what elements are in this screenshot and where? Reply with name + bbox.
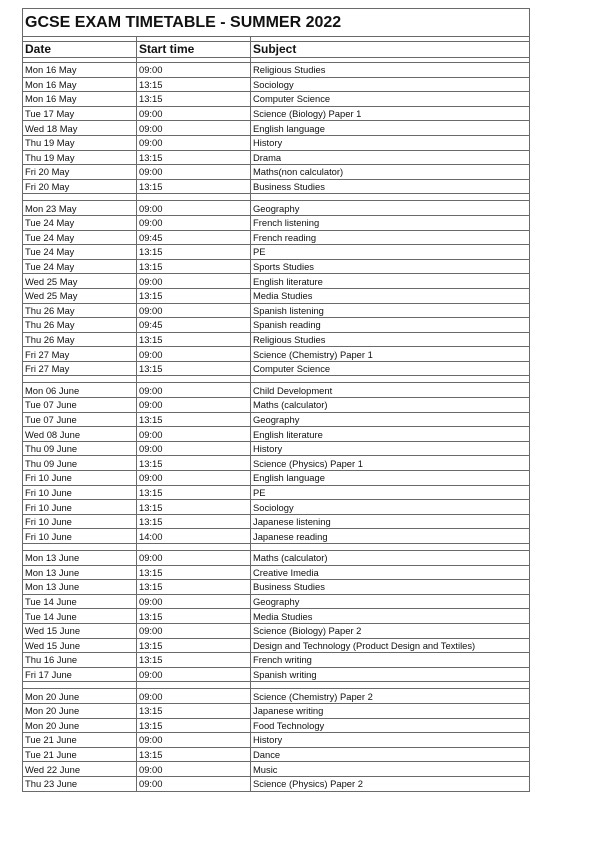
exam-row: [23, 485, 530, 500]
start-time-cell: 13:15: [137, 565, 251, 580]
start-time-cell: 09:45: [137, 230, 251, 245]
start-time-cell: 13:15: [137, 653, 251, 668]
start-time-cell: 09:00: [137, 398, 251, 413]
date-cell: Fri 10 June: [23, 514, 137, 529]
start-time-cell: 13:15: [137, 179, 251, 194]
exam-row: [23, 551, 530, 566]
subject-cell: Science (Chemistry) Paper 1: [251, 347, 530, 362]
date-cell: Mon 13 June: [23, 565, 137, 580]
date-cell: Tue 24 May: [23, 259, 137, 274]
start-time-cell: 13:15: [137, 703, 251, 718]
subject-cell: French writing: [251, 653, 530, 668]
exam-row: [23, 230, 530, 245]
exam-row: [23, 332, 530, 347]
subject-cell: French listening: [251, 215, 530, 230]
start-time-cell: 09:00: [137, 471, 251, 486]
start-time-cell: 13:15: [137, 747, 251, 762]
exam-row: [23, 303, 530, 318]
subject-cell: English literature: [251, 274, 530, 289]
week-separator-row: [23, 544, 530, 551]
separator-cell: [23, 376, 137, 383]
subject-cell: Geography: [251, 594, 530, 609]
subject-cell: Spanish writing: [251, 667, 530, 682]
start-time-cell: 13:15: [137, 259, 251, 274]
start-time-cell: 09:00: [137, 63, 251, 78]
exam-row: [23, 689, 530, 704]
date-cell: Mon 20 June: [23, 718, 137, 733]
start-time-cell: 09:00: [137, 427, 251, 442]
start-time-cell: 13:15: [137, 638, 251, 653]
exam-row: [23, 179, 530, 194]
date-cell: Tue 14 June: [23, 594, 137, 609]
subject-cell: Maths (calculator): [251, 551, 530, 566]
subject-cell: Child Development: [251, 383, 530, 398]
date-cell: Fri 27 May: [23, 361, 137, 376]
start-time-cell: 09:00: [137, 667, 251, 682]
exam-row: [23, 580, 530, 595]
subject-cell: Sports Studies: [251, 259, 530, 274]
subject-cell: Computer Science: [251, 361, 530, 376]
date-cell: Fri 10 June: [23, 500, 137, 515]
date-cell: Fri 20 May: [23, 165, 137, 180]
separator-cell: [251, 376, 530, 383]
date-cell: Thu 19 May: [23, 135, 137, 150]
start-time-cell: 13:15: [137, 361, 251, 376]
start-time-cell: 14:00: [137, 529, 251, 544]
subject-cell: Sociology: [251, 77, 530, 92]
subject-cell: Media Studies: [251, 609, 530, 624]
exam-row: [23, 718, 530, 733]
subject-cell: French reading: [251, 230, 530, 245]
subject-cell: Business Studies: [251, 580, 530, 595]
start-time-cell: 13:15: [137, 412, 251, 427]
exam-row: [23, 609, 530, 624]
subject-cell: Design and Technology (Product Design and Textiles): [251, 638, 530, 653]
subject-cell: Geography: [251, 412, 530, 427]
start-time-cell: 13:15: [137, 609, 251, 624]
subject-cell: Dance: [251, 747, 530, 762]
timetable-sheet: [22, 8, 529, 792]
separator-cell: [137, 544, 251, 551]
date-cell: Thu 09 June: [23, 441, 137, 456]
date-cell: Fri 10 June: [23, 529, 137, 544]
exam-row: [23, 529, 530, 544]
start-time-cell: 09:00: [137, 762, 251, 777]
start-time-cell: 13:15: [137, 245, 251, 260]
exam-row: [23, 77, 530, 92]
start-time-cell: 09:00: [137, 689, 251, 704]
start-time-cell: 09:00: [137, 215, 251, 230]
subject-cell: Business Studies: [251, 179, 530, 194]
start-time-cell: 09:00: [137, 383, 251, 398]
start-time-cell: 09:00: [137, 201, 251, 216]
date-cell: Mon 13 June: [23, 551, 137, 566]
date-cell: Tue 17 May: [23, 106, 137, 121]
subject-cell: English language: [251, 471, 530, 486]
exam-row: [23, 259, 530, 274]
subject-cell: Religious Studies: [251, 63, 530, 78]
exam-row: [23, 398, 530, 413]
exam-row: [23, 762, 530, 777]
date-cell: Tue 21 June: [23, 733, 137, 748]
page-title: GCSE EXAM TIMETABLE - SUMMER 2022: [23, 9, 530, 37]
exam-row: [23, 623, 530, 638]
start-time-cell: 09:00: [137, 551, 251, 566]
exam-row: [23, 135, 530, 150]
subject-cell: Japanese listening: [251, 514, 530, 529]
subject-cell: PE: [251, 485, 530, 500]
date-cell: Tue 21 June: [23, 747, 137, 762]
exam-row: [23, 653, 530, 668]
title-row: [23, 9, 530, 37]
subject-cell: Japanese writing: [251, 703, 530, 718]
date-cell: Mon 06 June: [23, 383, 137, 398]
exam-row: [23, 500, 530, 515]
exam-row: [23, 347, 530, 362]
exam-row: [23, 121, 530, 136]
date-cell: Wed 08 June: [23, 427, 137, 442]
date-cell: Wed 25 May: [23, 274, 137, 289]
start-time-cell: 09:00: [137, 623, 251, 638]
start-time-cell: 09:00: [137, 441, 251, 456]
subject-cell: Spanish listening: [251, 303, 530, 318]
exam-row: [23, 288, 530, 303]
subject-cell: Geography: [251, 201, 530, 216]
exam-row: [23, 106, 530, 121]
date-cell: Thu 26 May: [23, 332, 137, 347]
exam-row: [23, 776, 530, 791]
start-time-cell: 09:00: [137, 106, 251, 121]
date-cell: Fri 17 June: [23, 667, 137, 682]
start-time-cell: 13:15: [137, 514, 251, 529]
date-cell: Mon 13 June: [23, 580, 137, 595]
header-row: [23, 42, 530, 58]
timetable-table: [22, 8, 530, 792]
exam-row: [23, 274, 530, 289]
start-time-cell: 13:15: [137, 456, 251, 471]
exam-row: [23, 456, 530, 471]
date-cell: Thu 23 June: [23, 776, 137, 791]
start-time-cell: 09:00: [137, 121, 251, 136]
subject-cell: Music: [251, 762, 530, 777]
timetable-body: [23, 9, 530, 792]
subject-cell: History: [251, 135, 530, 150]
separator-cell: [23, 194, 137, 201]
week-separator-row: [23, 376, 530, 383]
start-time-cell: 09:00: [137, 274, 251, 289]
start-time-cell: 09:00: [137, 594, 251, 609]
date-cell: Wed 18 May: [23, 121, 137, 136]
start-time-cell: 09:00: [137, 347, 251, 362]
start-time-cell: 09:00: [137, 165, 251, 180]
exam-row: [23, 427, 530, 442]
date-cell: Fri 27 May: [23, 347, 137, 362]
date-cell: Thu 19 May: [23, 150, 137, 165]
date-cell: Fri 20 May: [23, 179, 137, 194]
date-cell: Mon 16 May: [23, 63, 137, 78]
subject-cell: History: [251, 441, 530, 456]
column-header-date: Date: [23, 42, 137, 58]
exam-row: [23, 638, 530, 653]
separator-cell: [251, 194, 530, 201]
separator-cell: [137, 194, 251, 201]
date-cell: Fri 10 June: [23, 471, 137, 486]
date-cell: Wed 25 May: [23, 288, 137, 303]
subject-cell: English language: [251, 121, 530, 136]
subject-cell: Science (Biology) Paper 1: [251, 106, 530, 121]
separator-cell: [23, 682, 137, 689]
subject-cell: Sociology: [251, 500, 530, 515]
start-time-cell: 09:00: [137, 776, 251, 791]
exam-row: [23, 63, 530, 78]
date-cell: Thu 26 May: [23, 318, 137, 333]
exam-row: [23, 514, 530, 529]
date-cell: Tue 24 May: [23, 230, 137, 245]
subject-cell: Spanish reading: [251, 318, 530, 333]
subject-cell: Science (Physics) Paper 2: [251, 776, 530, 791]
exam-row: [23, 361, 530, 376]
start-time-cell: 13:15: [137, 500, 251, 515]
start-time-cell: 13:15: [137, 580, 251, 595]
start-time-cell: 13:15: [137, 150, 251, 165]
date-cell: Tue 24 May: [23, 245, 137, 260]
exam-row: [23, 565, 530, 580]
start-time-cell: 13:15: [137, 718, 251, 733]
date-cell: Mon 23 May: [23, 201, 137, 216]
exam-row: [23, 441, 530, 456]
start-time-cell: 09:45: [137, 318, 251, 333]
column-header-start-time: Start time: [137, 42, 251, 58]
date-cell: Tue 07 June: [23, 412, 137, 427]
exam-row: [23, 747, 530, 762]
exam-row: [23, 667, 530, 682]
subject-cell: Science (Physics) Paper 1: [251, 456, 530, 471]
subject-cell: PE: [251, 245, 530, 260]
subject-cell: Science (Chemistry) Paper 2: [251, 689, 530, 704]
subject-cell: Japanese reading: [251, 529, 530, 544]
subject-cell: Maths (calculator): [251, 398, 530, 413]
exam-row: [23, 383, 530, 398]
date-cell: Thu 09 June: [23, 456, 137, 471]
separator-cell: [137, 682, 251, 689]
date-cell: Tue 07 June: [23, 398, 137, 413]
start-time-cell: 09:00: [137, 303, 251, 318]
subject-cell: Computer Science: [251, 92, 530, 107]
exam-row: [23, 471, 530, 486]
exam-row: [23, 594, 530, 609]
start-time-cell: 13:15: [137, 332, 251, 347]
subject-cell: Religious Studies: [251, 332, 530, 347]
subject-cell: Food Technology: [251, 718, 530, 733]
date-cell: Mon 20 June: [23, 689, 137, 704]
separator-cell: [251, 544, 530, 551]
start-time-cell: 09:00: [137, 135, 251, 150]
date-cell: Thu 26 May: [23, 303, 137, 318]
date-cell: Thu 16 June: [23, 653, 137, 668]
start-time-cell: 13:15: [137, 92, 251, 107]
date-cell: Wed 15 June: [23, 638, 137, 653]
start-time-cell: 13:15: [137, 485, 251, 500]
exam-row: [23, 412, 530, 427]
date-cell: Fri 10 June: [23, 485, 137, 500]
start-time-cell: 09:00: [137, 733, 251, 748]
subject-cell: History: [251, 733, 530, 748]
exam-row: [23, 150, 530, 165]
separator-cell: [251, 682, 530, 689]
subject-cell: Drama: [251, 150, 530, 165]
subject-cell: English literature: [251, 427, 530, 442]
date-cell: Mon 16 May: [23, 77, 137, 92]
subject-cell: Creative Imedia: [251, 565, 530, 580]
subject-cell: Media Studies: [251, 288, 530, 303]
exam-row: [23, 318, 530, 333]
column-header-subject: Subject: [251, 42, 530, 58]
date-cell: Tue 24 May: [23, 215, 137, 230]
subject-cell: Science (Biology) Paper 2: [251, 623, 530, 638]
separator-cell: [23, 544, 137, 551]
exam-row: [23, 215, 530, 230]
date-cell: Wed 22 June: [23, 762, 137, 777]
start-time-cell: 13:15: [137, 288, 251, 303]
exam-row: [23, 245, 530, 260]
date-cell: Mon 16 May: [23, 92, 137, 107]
date-cell: Mon 20 June: [23, 703, 137, 718]
week-separator-row: [23, 682, 530, 689]
date-cell: Tue 14 June: [23, 609, 137, 624]
date-cell: Wed 15 June: [23, 623, 137, 638]
exam-row: [23, 201, 530, 216]
exam-row: [23, 733, 530, 748]
start-time-cell: 13:15: [137, 77, 251, 92]
subject-cell: Maths(non calculator): [251, 165, 530, 180]
week-separator-row: [23, 194, 530, 201]
separator-cell: [137, 376, 251, 383]
exam-row: [23, 165, 530, 180]
exam-row: [23, 92, 530, 107]
exam-row: [23, 703, 530, 718]
